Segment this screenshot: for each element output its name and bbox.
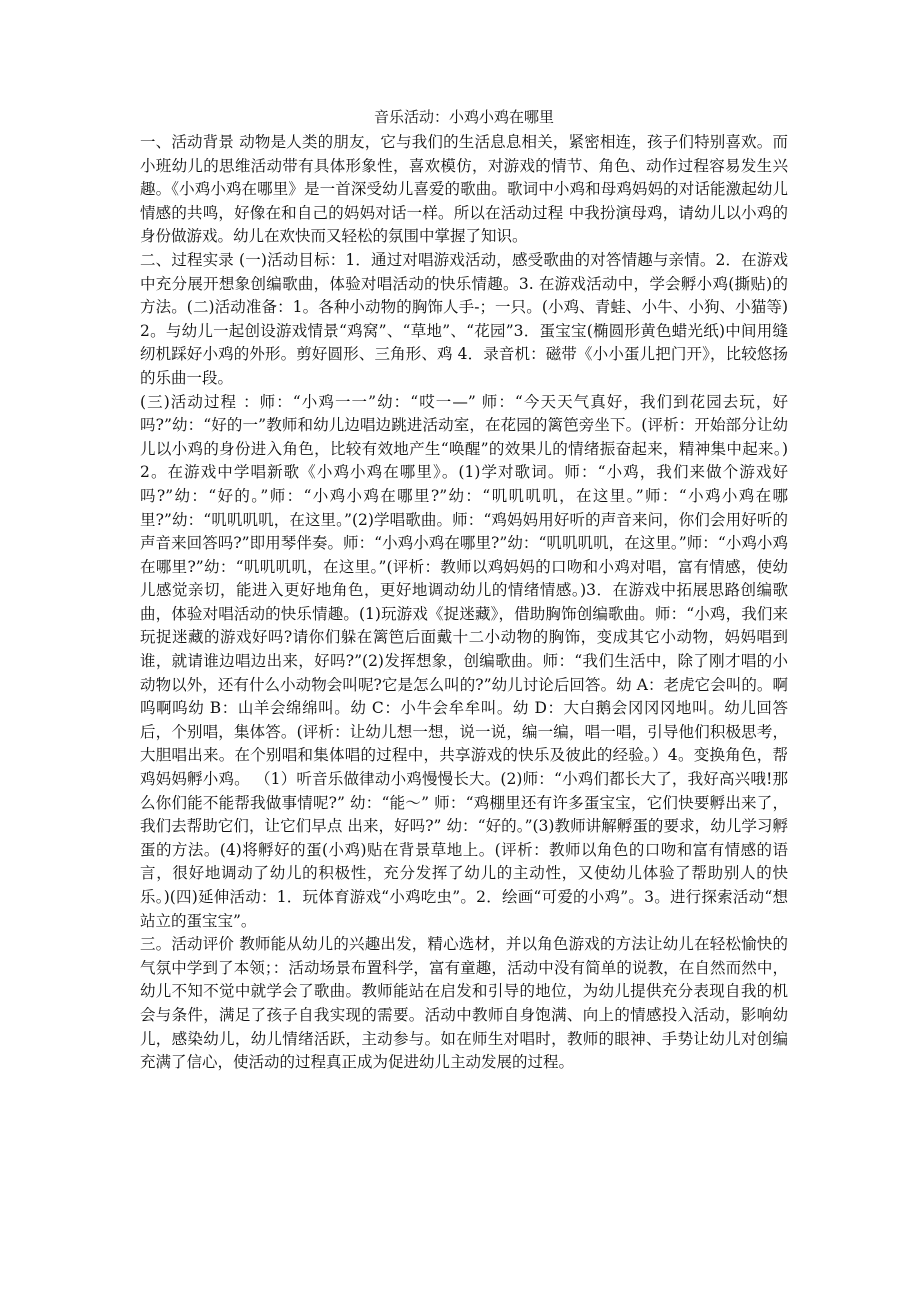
document-title: 音乐活动：小鸡小鸡在哪里 bbox=[373, 108, 554, 126]
paragraph-background: 一、活动背景 动物是人类的朋友，它与我们的生活息息相关，紧密相连，孩子们特别喜欢。而小班幼儿的思维活动带有具体形象性，喜欢模仿，对游戏的情节、角色、动作过程容易发生兴趣。《小鸡小鸡在哪里》是一首深受幼儿喜爱的歌曲。歌词中小鸡和母鸡妈妈的对话能激起幼儿情感的共鸣，好像在和自己的妈妈对话一样。所以在活动过程 中我扮演母鸡，请幼儿以小鸡的身份做游戏。幼儿在欢快而又轻松的氛围中掌握了知识。 bbox=[140, 133, 788, 246]
paragraph-activity-process: (三)活动过程 ：师：“小鸡一一”幼：“哎一—” 师：“今天天气真好，我们到花园去玩，好吗?”幼：“好的一”教师和幼儿边唱边跳进活动室，在花园的篱笆旁坐下。(评析：开始部分让幼儿以小鸡的身份进入角色，比较有效地产生“唤醒”的效果儿的情绪振奋起来，精神集中起来。)2。在游戏中学唱新歌《小鸡小鸡在哪里》。(1)学对歌词。师：“小鸡，我们来做个游戏好吗?”幼：“好的。”师：“小鸡小鸡在哪里?”幼：“叽叽叽叽，在这里。”师：“小鸡小鸡在哪里?”幼：“叽叽叽叽，在这里。”(2)学唱歌曲。师：“鸡妈妈用好听的声音来问，你们会用好听的声音来回答吗?”即用琴伴奏。师：“小鸡小鸡在哪里?”幼：“叽叽叽叽，在这里。”师：“小鸡小鸡在哪里?”幼：“叽叽叽叽，在这里。”(评析：教师以鸡妈妈的口吻和小鸡对唱，富有情感，使幼儿感觉亲切，能进入更好地角色，更好地调动幼儿的情绪情感。)3．在游戏中拓展思路创编歌曲，体验对唱活动的快乐情趣。(1)玩游戏《捉迷藏》，借助胸饰创编歌曲。师：“小鸡，我们来玩捉迷藏的游戏好吗?请你们躲在篱笆后面戴十二小动物的胸饰，变成其它小动物，妈妈唱到谁，就请谁边唱边出来，好吗?”(2)发挥想象，创编歌曲。师：“我们生活中，除了刚才唱的小动物以外，还有什么小动物会叫呢?它是怎么叫的?”幼儿讨论后回答。幼 A：老虎它会叫的。啊呜啊呜幼 B：山羊会绵绵叫。幼 C：小牛会牟牟叫。幼 D：大白鹅会冈冈冈地叫。幼儿回答后，个别唱，集体答。(评析：让幼儿想一想，说一说，编一编，唱一唱，引导他们积极思考，大胆唱出来。在个别唱和集体唱的过程中，共享游戏的快乐及彼此的经验。）4。变换角色，帮鸡妈妈孵小鸡。 （1）听音乐做律动小鸡慢慢长大。(2)师：“小鸡们都长大了，我好高兴哦!那么你们能不能帮我做事情呢?” 幼：“能～” 师：“鸡棚里还有许多蛋宝宝，它们快要孵出来了，我们去帮助它们，让它们早点 出来，好吗?” 幼：“好的。”(3)教师讲解孵蛋的要求，幼儿学习孵蛋的方法。(4)将孵好的蛋(小鸡)贴在背景草地上。(评析：教师以角色的口吻和富有情感的语言，很好地调动了幼儿的积极性，充分发挥了幼儿的主动性，又使幼儿体验了帮助别人的快乐。)(四)延伸活动：1．玩体育游戏“小鸡吃虫”。2．绘画“可爱的小鸡”。3。进行探索活动“想站立的蛋宝宝”。 bbox=[140, 392, 788, 930]
paragraph-process-record: 二、过程实录 (一)活动目标：1．通过对唱游戏活动，感受歌曲的对答情趣与亲情。2．在游戏中充分展开想象创编歌曲，体验对唱活动的快乐情趣。3. 在游戏活动中，学会孵小鸡(撕贴)的方法。(二)活动准备：1。各种小动物的胸饰人手-；一只。(小鸡、青蛙、小牛、小狗、小猫等)2。与幼儿一起创设游戏情景“鸡窝”、“草地”、“花园”3．蛋宝宝(椭圆形黄色蜡光纸)中间用缝纫机踩好小鸡的外形。剪好圆形、三角形、鸡 4．录音机：磁带《小小蛋儿把门开》，比较悠扬的乐曲一段。 bbox=[140, 250, 788, 387]
document-page bbox=[140, 106, 788, 1075]
paragraph-evaluation: 三。活动评价 教师能从幼儿的兴趣出发，精心选材，并以角色游戏的方法让幼儿在轻松愉快的气氛中学到了本领；：活动场景布置科学，富有童趣，活动中没有简单的说教，在自然而然中，幼儿不知不觉中就学会了歌曲。教师能站在启发和引导的地位，为幼儿提供充分表现自我的机会与条件，满足了孩子自我实现的需要。活动中教师自身饱满、向上的情感投入活动，影响幼儿，感染幼儿，幼儿情绪活跃，主动参与。如在师生对唱时，教师的眼神、手势让幼儿对创编充满了信心，使活动的过程真正成为促进幼儿主动发展的过程。 bbox=[140, 935, 788, 1072]
